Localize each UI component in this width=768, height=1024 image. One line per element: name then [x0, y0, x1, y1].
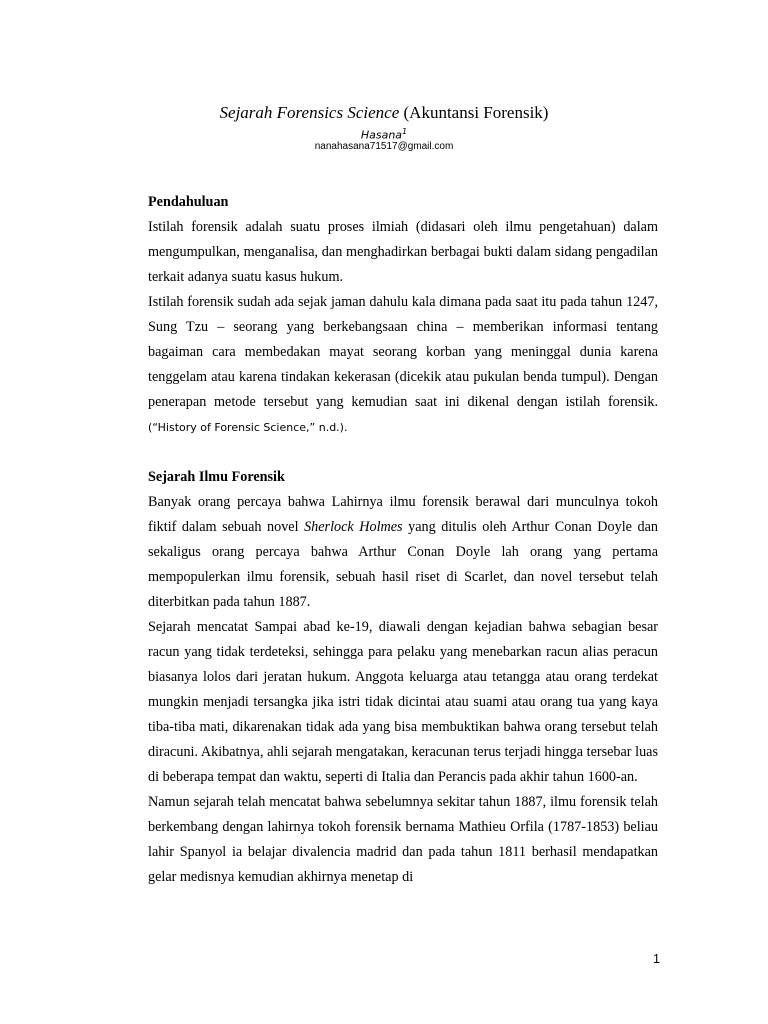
paragraph-sejarah-1-text-a: Banyak orang percaya bahwa Lahirnya ilmu forensik berawal dari munculnya tokoh fiktif dalam sebuah novel — [148, 494, 658, 535]
section-heading-pendahuluan: Pendahuluan — [148, 194, 229, 210]
author-text: Hasana — [360, 128, 403, 142]
section-heading-sejarah: Sejarah Ilmu Forensik — [148, 469, 285, 485]
section-spacer — [148, 440, 658, 465]
paragraph-pendahuluan-2 — [148, 290, 658, 440]
paragraph-sejarah-1 — [148, 490, 658, 615]
document-body — [148, 190, 658, 890]
page-number: 1 — [653, 952, 660, 966]
paragraph-sejarah-3: Namun sejarah telah mencatat bahwa sebelumnya sekitar tahun 1887, ilmu forensik telah berkembang dengan lahirnya tokoh forensik bernama Mathieu Orfila (1787-1853) beliau lahir Spanyol ia belajar divalencia madrid dan pada tahun 1811 berhasil mendapatkan gelar medisnya kemudian akhirnya menetap di — [148, 794, 658, 885]
title-subtitle: (Akuntansi Forensik) — [403, 103, 549, 122]
paragraph-sejarah-2: Sejarah mencatat Sampai abad ke-19, diawali dengan kejadian bahwa sebagian besar racun yang tidak terdeteksi, sehingga para pelaku yang menebarkan racun alias peracun biasanya lolos dari jeratan hukum. Anggota keluarga atau tetangga atau orang terdekat mungkin menjadi tersangka jika istri tidak dicintai atau suami atau orang tua yang kaya tiba-tiba mati, dikarenakan tidak ada yang bisa membuktikan bahwa orang tersebut telah diracuni. Akibatnya, ahli sejarah mengatakan, keracunan terus terjadi hingga tersebar luas di beberapa tempat dan waktu, seperti di Italia dan Perancis pada akhir tahun 1600-an. — [148, 619, 658, 785]
paragraph-sejarah-1-text-b: yang ditulis oleh Arthur Conan Doyle dan sekaligus orang percaya bahwa Arthur Conan Doyle lah orang yang pertama mempopulerkan ilmu forensik, sebuah hasil riset di Scarlet, dan novel tersebut telah diterbitkan pada tahun 1887. — [148, 519, 658, 610]
title-italic: Sejarah Forensics Science — [219, 103, 400, 122]
author-footnote-mark: 1 — [402, 127, 408, 136]
author-email: nanahasana71517@gmail.com — [314, 141, 454, 152]
paragraph-pendahuluan-2-text: Istilah forensik sudah ada sejak jaman dahulu kala dimana pada saat itu pada tahun 1247, Sung Tzu – seorang yang berkebangsaan china – memberikan informasi tentang bagaiman cara membedakan mayat seorang korban yang meninggal dunia karena tenggelam atau karena tindakan kekerasan (dicekik atau pukulan benda tumpul). Dengan penerapan metode tersebut yang kemudian saat ini dikenal dengan istilah forensik. — [148, 294, 658, 410]
document-title — [0, 102, 768, 124]
citation: (“History of Forensic Science,” n.d.). — [148, 421, 348, 434]
novel-title: Sherlock Holmes — [304, 519, 403, 535]
paragraph-pendahuluan-1: Istilah forensik adalah suatu proses ilmiah (didasari oleh ilmu pengetahuan) dalam mengumpulkan, menganalisa, dan menghadirkan berbagai bukti dalam sidang pengadilan terkait adanya suatu kasus hukum. — [148, 219, 658, 285]
